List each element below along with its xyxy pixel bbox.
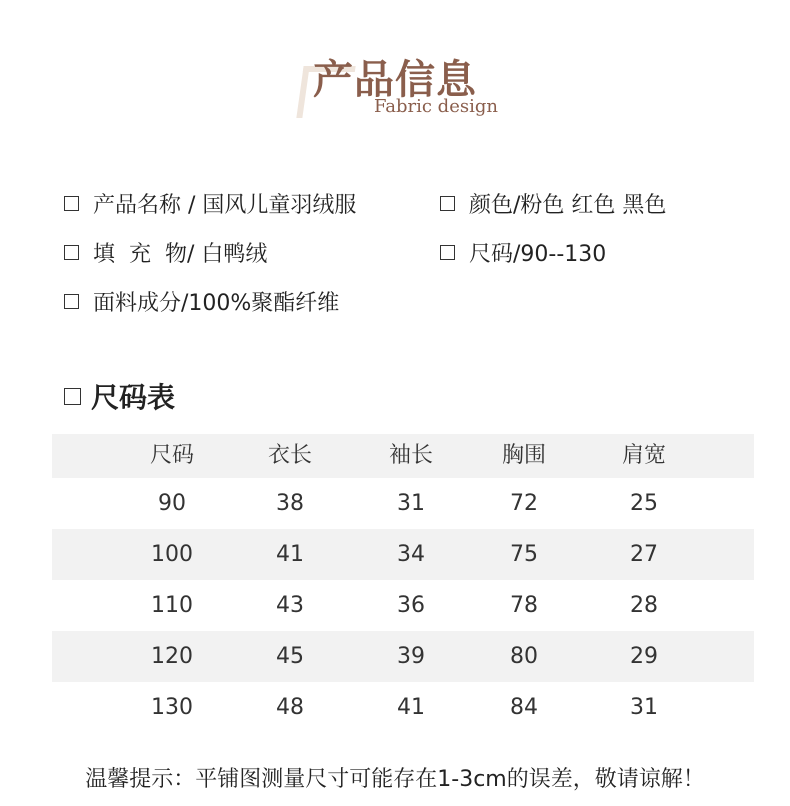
- table-cell: 41: [397, 695, 425, 720]
- table-cell: 90: [158, 491, 186, 516]
- column-header: 尺码: [149, 443, 194, 468]
- table-cell: 29: [630, 644, 658, 669]
- spec-color: [440, 188, 666, 219]
- table-row: [52, 631, 754, 682]
- table-cell: 130: [151, 695, 193, 720]
- column-header: 衣长: [267, 443, 312, 468]
- column-header: 胸围: [501, 443, 546, 468]
- spec-fabric-text: 面料成分/100%聚酯纤维: [93, 291, 340, 316]
- measurement-note: 温馨提示：平铺图测量尺寸可能存在1-3cm的误差，敬请谅解！: [85, 767, 705, 792]
- table-cell: 110: [151, 593, 193, 618]
- title-section: [0, 0, 790, 140]
- checkbox-icon: [440, 245, 455, 260]
- table-row: [52, 529, 754, 580]
- size-chart-heading-text: 尺码表: [91, 381, 176, 414]
- table-cell: 38: [276, 491, 304, 516]
- table-cell: 45: [276, 644, 304, 669]
- table-cell: 36: [397, 593, 425, 618]
- table-cell: 34: [397, 542, 425, 567]
- checkbox-icon: [64, 245, 79, 260]
- table-cell: 25: [630, 491, 658, 516]
- table-header-row: [52, 434, 754, 478]
- checkbox-icon: [64, 388, 81, 405]
- spec-product-name: [64, 188, 356, 219]
- size-table: [52, 434, 754, 733]
- spec-fabric: [64, 286, 339, 317]
- spec-product-name-text: 产品名称 / 国风儿童羽绒服: [93, 193, 357, 218]
- table-cell: 41: [276, 542, 304, 567]
- table-cell: 100: [151, 542, 193, 567]
- table-cell: 39: [397, 644, 425, 669]
- table-cell: 78: [510, 593, 538, 618]
- table-row: [52, 478, 754, 529]
- table-row: [52, 682, 754, 733]
- table-cell: 48: [276, 695, 304, 720]
- table-cell: 31: [630, 695, 658, 720]
- checkbox-icon: [64, 294, 79, 309]
- table-cell: 75: [510, 542, 538, 567]
- table-cell: 31: [397, 491, 425, 516]
- size-chart-heading: [64, 376, 175, 416]
- table-cell: 120: [151, 644, 193, 669]
- table-cell: 80: [510, 644, 538, 669]
- spec-filling-text: 填 充 物/ 白鸭绒: [93, 242, 268, 267]
- table-cell: 84: [510, 695, 538, 720]
- table-cell: 28: [630, 593, 658, 618]
- table-cell: 72: [510, 491, 538, 516]
- column-header: 袖长: [388, 443, 433, 468]
- page-subtitle: Fabric design: [374, 96, 498, 117]
- table-row: [52, 580, 754, 631]
- spec-size: [440, 237, 606, 268]
- spec-color-text: 颜色/粉色 红色 黑色: [469, 193, 667, 218]
- page-title: 产品信息: [313, 57, 477, 103]
- spec-filling: [64, 237, 267, 268]
- table-cell: 43: [276, 593, 304, 618]
- checkbox-icon: [440, 196, 455, 211]
- table-cell: 27: [630, 542, 658, 567]
- spec-size-text: 尺码/90--130: [469, 242, 607, 267]
- column-header: 肩宽: [621, 443, 666, 468]
- checkbox-icon: [64, 196, 79, 211]
